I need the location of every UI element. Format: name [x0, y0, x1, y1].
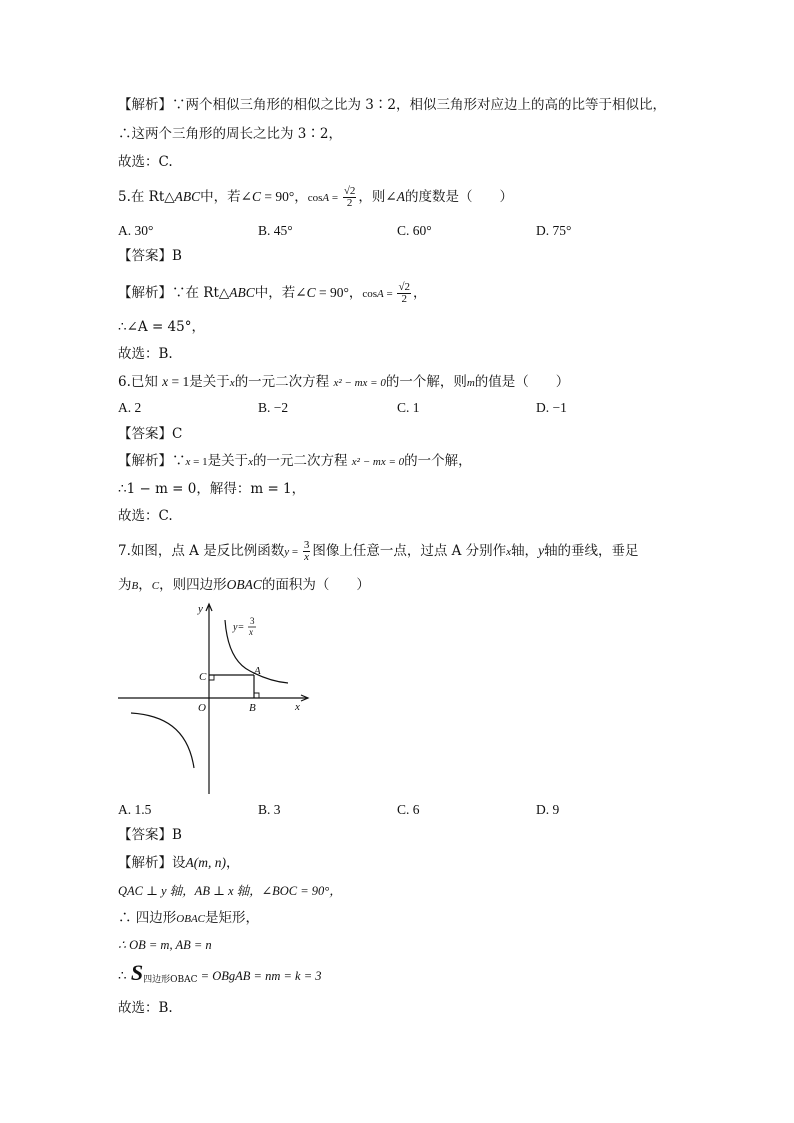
select-q6: 故选：C.	[118, 508, 173, 524]
result-q6: ∴1 − m = 0，解得：m = 1，	[118, 481, 306, 497]
point-b-label: B	[249, 702, 256, 714]
q6-option-a: A. 2	[118, 400, 142, 415]
question-5: 5.在 Rt△ABC中，若∠C = 90°，cosA = $\frac{√2}{2}$ ，则∠A的度数是（ ）	[118, 185, 513, 209]
select-q7: 故选：B.	[118, 1000, 173, 1016]
select-q4: 故选：C.	[118, 154, 173, 170]
q6-option-c: C. 1	[397, 400, 420, 415]
function-label-num: 3	[250, 616, 255, 626]
analysis-q7-line3: ∴ 四边形OBAC是矩形，	[118, 910, 260, 926]
point-a-label: A	[254, 665, 261, 677]
q6-option-b: B. −2	[258, 400, 289, 415]
answer-q6: 【答案】C	[118, 426, 183, 442]
answer-q7: 【答案】B	[118, 827, 182, 843]
q7-option-d: D. 9	[536, 802, 560, 817]
hyperbola-branch-lower	[131, 713, 194, 768]
fraction-sqrt2-over-2-analysis: $\frac{√2}{2}$	[398, 281, 411, 305]
q5-option-d: D. 75°	[536, 223, 572, 238]
q5-option-b: B. 45°	[258, 223, 293, 238]
y-axis-label: y	[198, 603, 203, 615]
result-q5: ∴∠A = 45°，	[118, 319, 205, 335]
question-6: 6.已知 x = 1是关于x的一元二次方程 x² − mx = 0的一个解，则m的值是（ ）	[118, 374, 570, 390]
analysis-q7-line1: 【解析】设A(m, n)，	[118, 855, 240, 871]
analysis-q7-line4: ∴ OB = m, AB = n	[118, 938, 212, 952]
analysis-q7-line2: QAC ⊥ y 轴，AB ⊥ x 轴，∠BOC = 90°，	[118, 884, 342, 898]
analysis-q5: 【解析】∵在 Rt△ABC中，若∠C = 90°，cosA = $\frac{√2}{2}$ ，	[118, 281, 427, 305]
q5-option-c: C. 60°	[397, 223, 432, 238]
analysis-q4: 【解析】∵两个相似三角形的相似之比为 3∶2，相似三角形对应边上的高的比等于相似比，	[118, 97, 666, 113]
question-7-line1: 7.如图，点 A 是反比例函数y = $\frac{3}{x}$ 图像上任意一点，过点 A 分别作x轴，y轴的垂线，垂足	[118, 539, 639, 563]
q6-option-d: D. −1	[536, 400, 567, 415]
analysis-q7-line5: ∴ $S_{四边形OBAC}$ = OBgAB = nm = k = 3	[118, 960, 322, 985]
function-label-den: x	[249, 627, 253, 637]
question-7-line2: 为B，C，则四边形OBAC的面积为（ ）	[118, 577, 370, 593]
select-q5: 故选：B.	[118, 346, 173, 362]
analysis-q4-conclusion: ∴这两个三角形的周长之比为 3∶2，	[118, 126, 342, 142]
answer-q5: 【答案】B	[118, 248, 182, 264]
x-axis-label: x	[295, 701, 300, 713]
q5-option-a: A. 30°	[118, 223, 154, 238]
q7-option-a: A. 1.5	[118, 802, 152, 817]
inverse-proportion-graph	[118, 598, 318, 798]
q7-option-b: B. 3	[258, 802, 281, 817]
fraction-sqrt2-over-2: $\frac{√2}{2}$	[343, 185, 356, 209]
right-angle-b	[254, 693, 259, 698]
analysis-q6: 【解析】∵x = 1是关于x的一元二次方程 x² − mx = 0的一个解，	[118, 453, 472, 469]
function-label-y: y=	[233, 622, 245, 633]
q7-option-c: C. 6	[397, 802, 420, 817]
right-angle-c	[209, 675, 214, 680]
fraction-3-over-x: $\frac{3}{x}$	[303, 539, 310, 563]
origin-label: O	[198, 702, 206, 714]
point-c-label: C	[199, 671, 207, 683]
